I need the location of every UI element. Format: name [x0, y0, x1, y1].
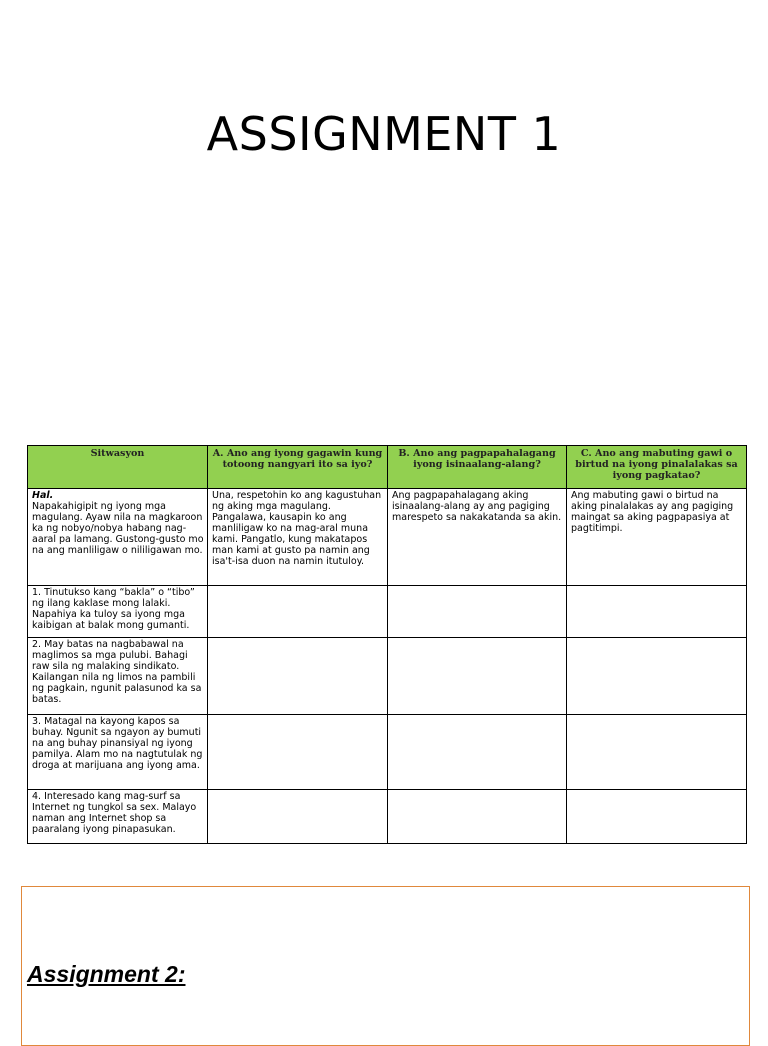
situation-cell-1: 1. Tinutukso kang “bakla” o “tibo” ng ilang kaklase mong lalaki. Napahiya ka tuloy sa iyong mga kaibigan at balak mong gumanti.: [28, 586, 208, 638]
table-row: [28, 715, 747, 790]
table-header-row: [28, 446, 747, 489]
example-situation-text: Napakahigipit ng iyong mga magulang. Ayaw nila na magkaroon ka ng nobyo/nobya habang nag-aaral pa lamang. Gustong-gusto mo na ang manliligaw o nililigawan mo.: [32, 501, 204, 556]
column-header-c: C. Ano ang mabuting gawi o birtud na iyong pinalalakas sa iyong pagkatao?: [567, 446, 747, 489]
example-label: Hal.: [32, 490, 54, 501]
answer-a-cell-4[interactable]: [208, 790, 388, 844]
situation-cell-3: 3. Matagal na kayong kapos sa buhay. Ngunit sa ngayon ay bumuti na ang buhay pinansiyal ng iyong pamilya. Alam mo na nagtutulak ng droga at marijuana ang iyong ama.: [28, 715, 208, 790]
answer-a-cell-1[interactable]: [208, 586, 388, 638]
example-answer-c: Ang mabuting gawi o birtud na aking pinalalakas ay ang pagiging maingat sa aking pagpapasiya at pagtitimpi.: [567, 489, 747, 586]
table-row: [28, 586, 747, 638]
answer-b-cell-3[interactable]: [388, 715, 567, 790]
answer-b-cell-1[interactable]: [388, 586, 567, 638]
column-header-a: A. Ano ang iyong gagawin kung totoong nangyari ito sa iyo?: [208, 446, 388, 489]
column-header-b: B. Ano ang pagpapahalagang iyong isinaalang-alang?: [388, 446, 567, 489]
situation-cell-2: 2. May batas na nagbabawal na maglimos sa mga pulubi. Bahagi raw sila ng malaking sindikato. Kailangan nila ng limos na pambili ng pagkain, ngunit palasunod ka sa batas.: [28, 638, 208, 715]
table-row: [28, 638, 747, 715]
assignment-2-heading: Assignment 2:: [27, 961, 186, 987]
table-row: [28, 790, 747, 844]
answer-c-cell-2[interactable]: [567, 638, 747, 715]
worksheet-table: [27, 445, 747, 844]
example-answer-b: Ang pagpapahalagang aking isinaalang-alang ay ang pagiging marespeto sa nakakatanda sa akin.: [388, 489, 567, 586]
worksheet-table-container: [27, 445, 746, 844]
answer-b-cell-2[interactable]: [388, 638, 567, 715]
example-situation-cell: [28, 489, 208, 586]
situation-cell-4: 4. Interesado kang mag-surf sa Internet ng tungkol sa sex. Malayo naman ang Internet shop sa paaralang iyong pinapasukan.: [28, 790, 208, 844]
example-answer-a: Una, respetohin ko ang kagustuhan ng aking mga magulang. Pangalawa, kausapin ko ang manliligaw ko na mag-aral muna kami. Pangatlo, kung makatapos man kami at gusto pa namin ang isa't-isa duon na namin itutuloy.: [208, 489, 388, 586]
answer-b-cell-4[interactable]: [388, 790, 567, 844]
answer-c-cell-1[interactable]: [567, 586, 747, 638]
answer-c-cell-4[interactable]: [567, 790, 747, 844]
page-title: ASSIGNMENT 1: [206, 107, 562, 161]
answer-a-cell-2[interactable]: [208, 638, 388, 715]
column-header-sitwasyon: Sitwasyon: [28, 446, 208, 489]
answer-a-cell-3[interactable]: [208, 715, 388, 790]
example-row: [28, 489, 747, 586]
answer-c-cell-3[interactable]: [567, 715, 747, 790]
